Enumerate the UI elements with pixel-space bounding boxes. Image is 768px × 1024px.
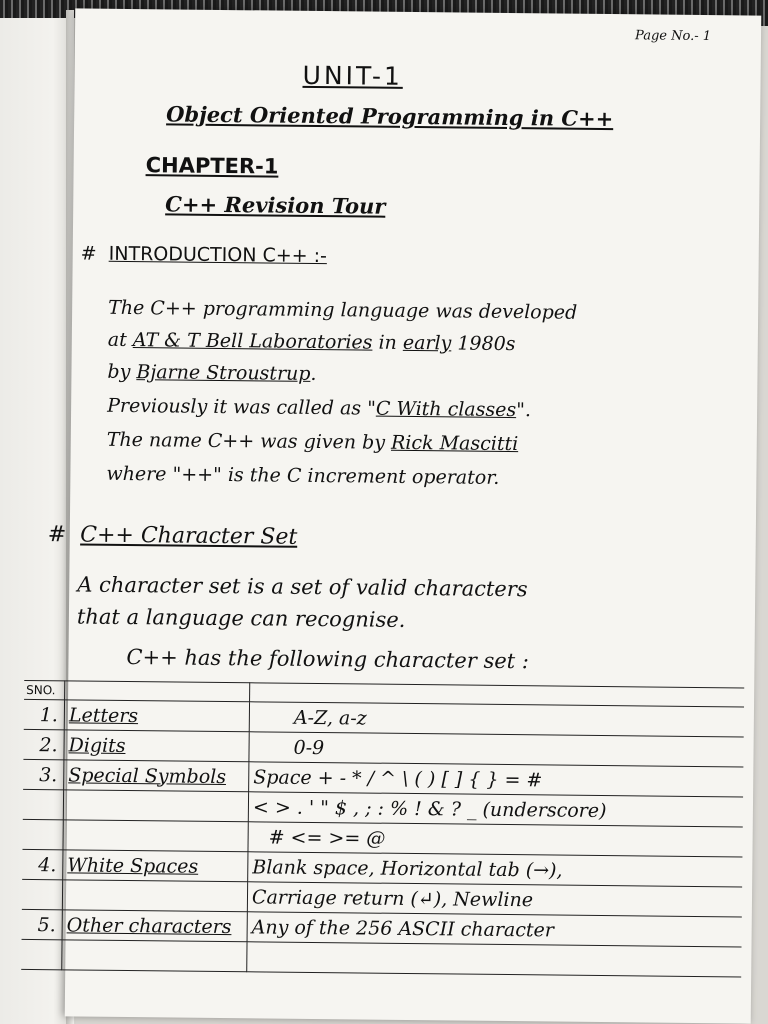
intro-heading-text: INTRODUCTION C++ :- bbox=[108, 242, 328, 268]
charset-heading-text: C++ Character Set bbox=[80, 522, 298, 550]
name-cell: Letters bbox=[64, 700, 249, 732]
value-cell: A-Z, a-z bbox=[249, 702, 744, 737]
sno-cell: 2. bbox=[23, 729, 64, 759]
intro-line: by Bjarne Stroustrup. bbox=[107, 360, 317, 385]
hash-icon: # bbox=[47, 522, 67, 548]
sno-cell bbox=[22, 819, 63, 849]
name-cell bbox=[63, 820, 248, 852]
chapter-title: CHAPTER-1 bbox=[145, 153, 279, 179]
value-cell: Space + - * / ^ \ ( ) [ ] { } = # bbox=[249, 762, 744, 797]
hash-icon: # bbox=[80, 242, 97, 265]
definition-line: A character set is a set of valid characters bbox=[77, 572, 528, 602]
definition-line: that a language can recognise. bbox=[76, 604, 406, 632]
table-row bbox=[21, 939, 741, 977]
sno-cell: 3. bbox=[23, 759, 64, 789]
value-cell: Any of the 256 ASCII character bbox=[247, 912, 742, 947]
name-cell: Digits bbox=[64, 730, 249, 762]
name-cell bbox=[62, 880, 247, 912]
value-cell: Blank space, Horizontal tab (→), bbox=[248, 852, 743, 887]
page-number: Page No.- 1 bbox=[634, 28, 712, 45]
sno-header: SNO. bbox=[24, 680, 65, 699]
intro-line: at AT & T Bell Laboratories in early 1980s bbox=[107, 328, 516, 356]
name-cell: White Spaces bbox=[63, 850, 248, 882]
name-cell: Other characters bbox=[62, 910, 247, 942]
value-cell: 0-9 bbox=[249, 732, 744, 767]
sno-cell: 5. bbox=[22, 909, 63, 939]
unit-title: UNIT-1 bbox=[302, 60, 404, 91]
intro-line: The C++ programming language was developed bbox=[108, 296, 578, 324]
intro-line: The name C++ was given by Rick Mascitti bbox=[106, 428, 519, 456]
intro-line: where "++" is the C increment operator. bbox=[106, 462, 500, 489]
charset-intro: C++ has the following character set : bbox=[126, 645, 530, 674]
notebook-page bbox=[26, 8, 762, 1023]
value-cell: # <= >= @ bbox=[248, 822, 743, 857]
subject-title: Object Oriented Programming in C++ bbox=[166, 101, 614, 132]
sno-cell bbox=[22, 879, 63, 909]
name-cell bbox=[63, 790, 248, 822]
intro-heading bbox=[81, 243, 327, 268]
name-cell: Special Symbols bbox=[64, 760, 249, 792]
intro-line: Previously it was called as "C With classes". bbox=[107, 394, 532, 422]
value-cell: < > . ' " $ , ; : % ! & ? _ (underscore) bbox=[248, 792, 743, 827]
charset-heading bbox=[48, 522, 298, 550]
sno-cell: 1. bbox=[24, 699, 65, 729]
chapter-name: C++ Revision Tour bbox=[165, 191, 386, 219]
sno-cell bbox=[23, 789, 64, 819]
sno-cell: 4. bbox=[22, 849, 63, 879]
value-cell: Carriage return (↵), Newline bbox=[247, 882, 742, 917]
character-set-table bbox=[21, 680, 744, 978]
